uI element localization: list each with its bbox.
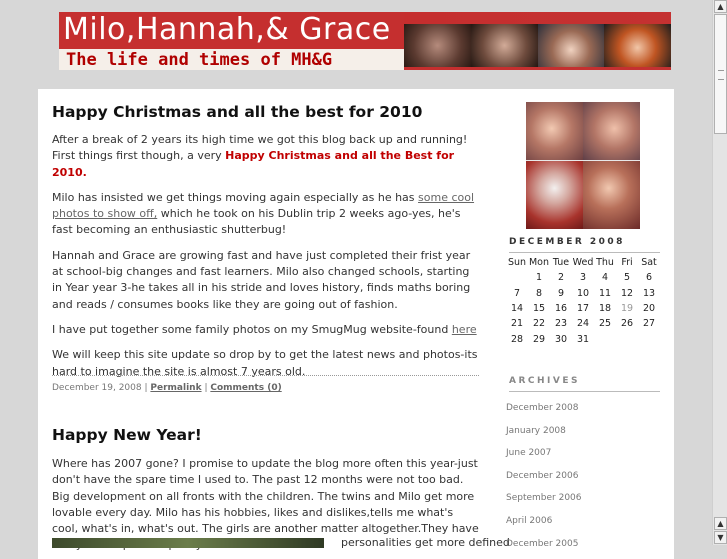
calendar-day	[506, 270, 528, 285]
calendar-day: 23	[554, 318, 568, 330]
scrollbar-grip-icon	[718, 70, 724, 80]
calendar-day: 24	[576, 318, 590, 330]
calendar-day: 16	[554, 302, 568, 314]
post-body: Where has 2007 gone? I promise to update the blog more often this year-just don't have the spare time I used to. The past 12 months were not too bad. Big development on all fronts with the children. The twins and Milo get more lovable every day. Milo has his hobbies, likes and dislikes,tells me what's cool, what's in, what's out. The girls are another matter altogether.They have	[52, 457, 479, 536]
archive-link[interactable]: April 2006	[506, 515, 553, 526]
calendar-day: 3	[579, 272, 587, 284]
calendar-day-muted[interactable]: 19	[620, 302, 634, 314]
archives-heading: ARCHIVES	[509, 376, 660, 392]
post-photo[interactable]	[52, 538, 324, 548]
smugmug-link[interactable]: here	[451, 322, 477, 336]
calendar-weekday-row	[506, 255, 660, 270]
post-paragraph	[52, 322, 479, 338]
calendar-day: 12	[620, 287, 634, 299]
calendar-day: 30	[554, 333, 568, 345]
arrow-up-icon[interactable]: ▲	[714, 0, 727, 13]
archive-link[interactable]: June 2007	[506, 448, 552, 459]
post-paragraph: We will keep this site update so drop by to get the latest news and photos-its hard to imagine the site is almost 7 years old.	[52, 348, 478, 378]
calendar-day: 14	[510, 302, 524, 314]
calendar-day: 8	[535, 287, 543, 299]
paragraph-text: Milo has insisted we get things moving again especially as he has	[52, 190, 419, 204]
calendar-day: 20	[642, 302, 656, 314]
weekday-label: Sun	[507, 257, 527, 268]
calendar-day: 4	[601, 272, 609, 284]
family-photo-collage[interactable]	[526, 102, 640, 229]
site-tagline: The life and times of MH&G	[66, 50, 333, 70]
calendar-day: 21	[510, 318, 524, 330]
calendar-day: 27	[642, 318, 656, 330]
banner-photo-babies-1	[404, 24, 471, 67]
paragraph-text: which he took on his Dublin trip 2 weeks ago-yes, he's fast becoming an enthusiastic shutterbug!	[52, 207, 461, 237]
calendar-day	[638, 332, 660, 347]
post-paragraph: Hannah and Grace are growing fast and have just completed their frist year at school-big changes and fast learners. Milo also changed schools, starting in Year year 3-he takes all in his stride and loves history, finds maths boring and reads / consumes books like they are going out of fashion.	[52, 248, 471, 311]
calendar-week	[506, 301, 660, 316]
weekday-label: Thu	[596, 257, 614, 268]
weekday-label: Tue	[552, 257, 570, 268]
meta-separator: |	[204, 383, 208, 393]
weekday-label: Wed	[572, 257, 594, 268]
calendar-day: 18	[598, 302, 612, 314]
arrow-up-icon[interactable]: ▲	[714, 517, 727, 530]
post-title[interactable]: Happy New Year!	[52, 426, 202, 444]
cool-photos-link[interactable]: some cool photos to show off,	[52, 190, 475, 221]
archive-link[interactable]: December 2006	[506, 470, 579, 481]
archive-link[interactable]: December 2005	[506, 538, 579, 549]
highlight-text: Happy Christmas and all the Best for 2010.	[52, 149, 455, 179]
calendar-day: 17	[576, 302, 590, 314]
calendar-day: 2	[557, 272, 565, 284]
calendar-day: 5	[623, 272, 631, 284]
calendar-day: 7	[513, 287, 521, 299]
calendar-day: 31	[576, 333, 590, 345]
archives-list	[506, 397, 582, 555]
scrollbar-thumb[interactable]	[714, 14, 727, 134]
post-paragraph	[52, 132, 479, 181]
post-title[interactable]: Happy Christmas and all the best for 2010	[52, 103, 423, 121]
site-banner[interactable]	[59, 12, 671, 70]
post-paragraph	[52, 190, 479, 239]
calendar-day: 13	[642, 287, 656, 299]
collage-photo-santa	[526, 161, 583, 229]
meta-separator: |	[144, 383, 148, 393]
archive-link[interactable]: December 2008	[506, 403, 579, 413]
calendar-week	[506, 316, 660, 331]
page-panel	[38, 89, 674, 559]
banner-photo-boy	[604, 24, 671, 67]
calendar-week	[506, 270, 660, 285]
calendar	[506, 255, 660, 347]
calendar-day: 15	[532, 302, 546, 314]
calendar-day: 28	[510, 333, 524, 345]
calendar-day	[594, 332, 616, 347]
site-title[interactable]: Milo,Hannah,& Grace	[63, 12, 391, 47]
archive-link[interactable]: September 2006	[506, 493, 582, 504]
banner-photo-babies-2	[471, 24, 538, 67]
collage-photo-girl-1	[526, 102, 583, 161]
permalink-link[interactable]: Permalink	[150, 383, 202, 393]
weekday-label: Mon	[528, 257, 550, 268]
post-meta	[52, 375, 479, 396]
comments-link[interactable]: Comments (0)	[210, 383, 282, 393]
banner-photo-strip	[404, 24, 671, 67]
calendar-week	[506, 285, 660, 300]
collage-divider	[526, 160, 640, 161]
calendar-day	[616, 332, 638, 347]
arrow-down-icon[interactable]: ▼	[714, 531, 727, 544]
calendar-day: 25	[598, 318, 612, 330]
calendar-day: 10	[576, 287, 590, 299]
weekday-label: Sat	[641, 257, 657, 268]
vertical-scrollbar[interactable]	[712, 0, 727, 545]
banner-photo-girl-santa-hat	[538, 24, 605, 67]
calendar-day: 22	[532, 318, 546, 330]
archive-link[interactable]: January 2008	[506, 425, 566, 436]
collage-photo-girl-2	[583, 102, 640, 161]
paragraph-text: I have put together some family photos on my SmugMug website-found	[52, 322, 452, 336]
calendar-week	[506, 332, 660, 347]
calendar-day: 26	[620, 318, 634, 330]
calendar-day: 9	[557, 287, 565, 299]
post-body	[52, 132, 479, 389]
post-text-continued: personalities get more defined	[341, 536, 510, 549]
collage-photo-boy	[583, 161, 640, 229]
calendar-day: 1	[535, 272, 543, 284]
calendar-day: 11	[598, 287, 612, 299]
calendar-day: 29	[532, 333, 546, 345]
paragraph-text: After a break of 2 years its high time we got this blog back up and running! First things first though, a very	[52, 133, 468, 163]
calendar-heading: DECEMBER 2008	[509, 237, 660, 253]
calendar-day: 6	[645, 272, 653, 284]
post-date: December 19, 2008	[52, 383, 142, 393]
weekday-label: Fri	[621, 257, 633, 268]
